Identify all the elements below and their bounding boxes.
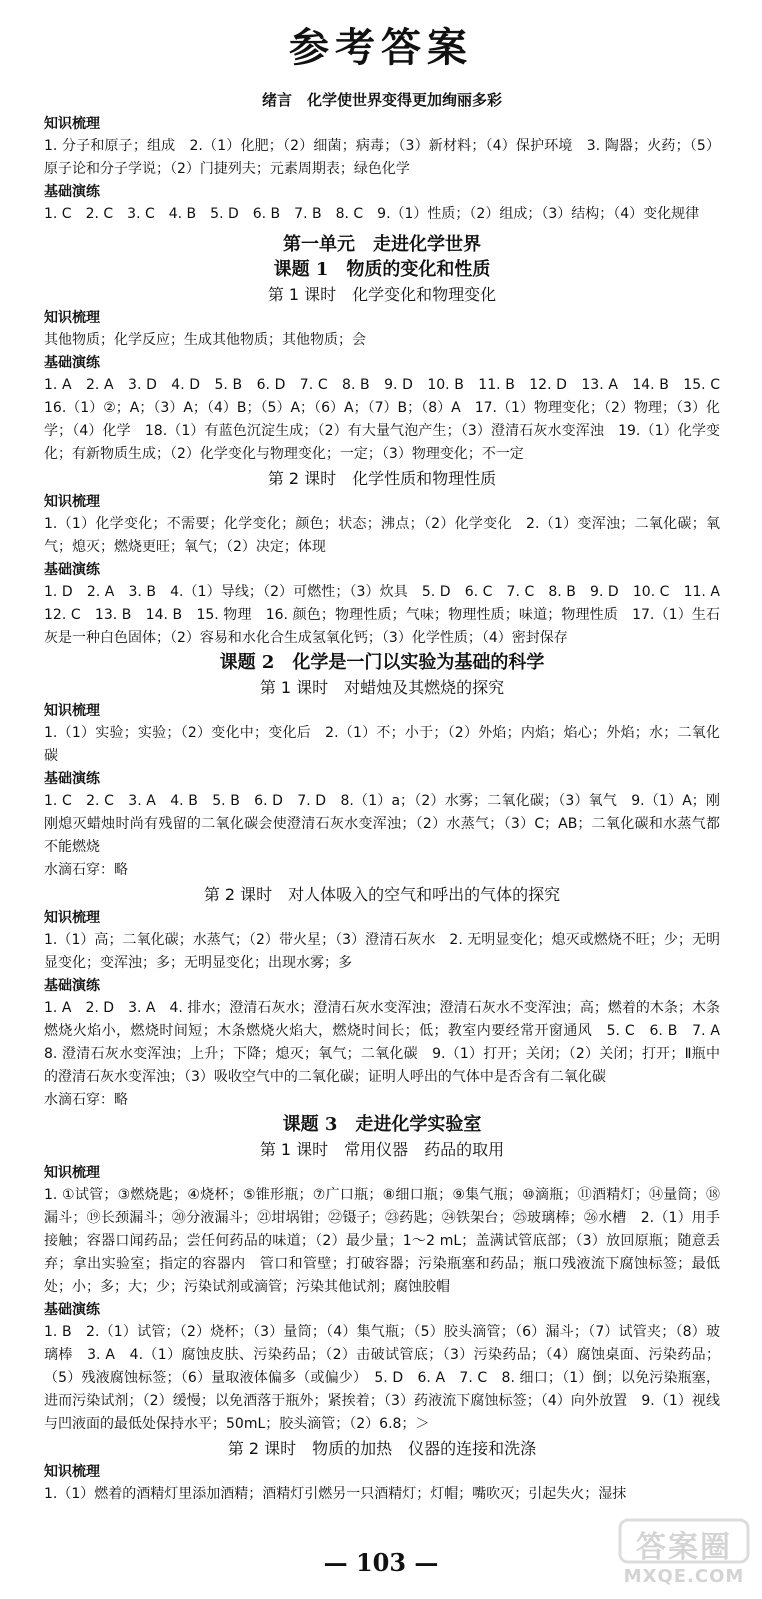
answer-paragraph: 1.（1）高；二氧化碳；水蒸气；（2）带火星；（3）澄清石灰水 2. 无明显变化；熄灭或燃烧不旺；少；无明显变化；变浑浊；多；无明显变化；出现水雾；多 <box>44 932 720 971</box>
answer-blocks <box>44 113 734 1506</box>
answer-paragraph: 1. B 2.（1）试管；（2）烧杯；（3）量筒；（4）集气瓶；（5）胶头滴管；（6）漏斗；（7）试管夹；（8）玻璃棒 3. A 4.（1）腐蚀皮肤、污染药品；（2）击破试管底；（3）污染药品；（4）腐蚀桌面、污染药品；（5）残液腐蚀标签；（6）量取液体偏多（或偏少） 5. D 6. A 7. C 8. 细口；（1）倒；以免污染瓶塞，进而污染试剂；（2）缓慢；以免酒落于瓶外；紧挨着；（3）药液流下腐蚀标签；（4）向外放置 9.（1）视线与凹液面的最低处保持水平；50mL；胶头滴管；（2）6.8；＞ <box>44 1324 720 1432</box>
section-label: 基础演练 <box>44 978 100 994</box>
topic-heading: 课题 3 走进化学实验室 <box>282 1114 482 1135</box>
watermark-text: 答案圈 <box>636 1530 732 1565</box>
page-title: 参考答案 <box>289 24 473 71</box>
topic-heading: 课题 1 物质的变化和性质 <box>273 259 491 280</box>
intro-heading: 绪言 化学使世界变得更加绚丽多彩 <box>261 91 502 109</box>
section-label: 基础演练 <box>44 184 100 200</box>
unit-heading: 第一单元 走进化学世界 <box>283 234 481 255</box>
section-label: 知识梳理 <box>44 494 100 510</box>
lesson-heading: 第 1 课时 化学变化和物理变化 <box>267 285 497 304</box>
answer-paragraph: 1. A 2. D 3. A 4. 排水；澄清石灰水；澄清石灰水变浑浊；澄清石灰水不变浑浊；高；燃着的木条；木条燃烧火焰小，燃烧时间短；木条燃烧火焰大，燃烧时间长；低；教室内要经常开窗通风 5. C 6. B 7. A 8. 澄清石灰水变浑浊；上升；下降；熄灭；氧气；二氧化碳 9.（1）打开；关闭；（2）关闭；打开；Ⅱ瓶中的澄清石灰水变浑浊；（3）吸收空气中的二氧化碳；证明人呼出的气体中是否含有二氧化碳 <box>44 1000 734 1085</box>
answer-paragraph: 水滴石穿：略 <box>44 862 128 878</box>
watermark-logo <box>618 1518 750 1592</box>
answer-paragraph: 1.（1）化学变化；不需要；化学变化；颜色；状态；沸点；（2）化学变化 2.（1）变浑浊；二氧化碳；氧气；熄灭；燃烧更旺；氧气；（2）决定；体现 <box>44 516 720 555</box>
section-label: 基础演练 <box>44 771 100 787</box>
section-label: 基础演练 <box>44 355 100 371</box>
section-label: 知识梳理 <box>44 116 100 132</box>
section-label: 知识梳理 <box>44 310 100 326</box>
section-label: 知识梳理 <box>44 1464 100 1480</box>
section-label: 基础演练 <box>44 1302 100 1318</box>
answer-paragraph: 1. 分子和原子；组成 2.（1）化肥；（2）细菌；病毒；（3）新材料；（4）保护环境 3. 陶器；火药；（5）原子论和分子学说；（2）门捷列夫；元素周期表；绿色化学 <box>44 138 720 177</box>
answer-paragraph: 1. C 2. C 3. C 4. B 5. D 6. B 7. B 8. C 9.（1）性质；（2）组成；（3）结构；（4）变化规律 <box>44 206 700 222</box>
topic-heading: 课题 2 化学是一门以实验为基础的科学 <box>219 652 545 673</box>
lesson-heading: 第 2 课时 对人体吸入的空气和呼出的气体的探究 <box>203 885 561 904</box>
answer-paragraph: 1.（1）实验；实验；（2）变化中；变化后 2.（1）不；小于；（2）外焰；内焰；焰心；外焰；水；二氧化碳 <box>44 725 720 764</box>
answer-paragraph: 1. C 2. C 3. A 4. B 5. B 6. D 7. D 8.（1）a；（2）水雾；二氧化碳；（3）氧气 9.（1）A；刚刚熄灭蜡烛时尚有残留的二氧化碳会使澄清石灰水变浑浊；（2）水蒸气；（3）C；AB；二氧化碳和水蒸气都不能燃烧 <box>44 793 720 855</box>
section-label: 基础演练 <box>44 562 100 578</box>
section-label: 知识梳理 <box>44 703 100 719</box>
answer-content <box>44 88 734 1506</box>
lesson-heading: 第 1 课时 常用仪器 药品的取用 <box>259 1140 505 1159</box>
page-number: — 103 — <box>323 1548 439 1577</box>
answer-paragraph: 其他物质；化学反应；生成其他物质；其他物质；会 <box>44 332 366 348</box>
answer-paragraph: 1. A 2. A 3. D 4. D 5. B 6. D 7. C 8. B 9. D 10. B 11. B 12. D 13. A 14. B 15. C 16.（1）②；A；（3）A；（4）B；（5）A；（6）A；（7）B；（8）A 17.（1）物理变化；（2）物理；（3）化学；（4）化学 18.（1）有蓝色沉淀生成；（2）有大量气泡产生；（3）澄清石灰水变浑浊 19.（1）化学变化；有新物质生成；（2）化学变化与物理变化；一定；（3）物理变化；不一定 <box>44 377 734 462</box>
lesson-heading: 第 2 课时 物质的加热 仪器的连接和洗涤 <box>227 1439 537 1458</box>
answer-paragraph: 1.（1）燃着的酒精灯里添加酒精；酒精灯引燃另一只酒精灯；灯帽；嘴吹灭；引起失火；湿抹 <box>44 1486 627 1502</box>
section-label: 知识梳理 <box>44 1165 100 1181</box>
answer-paragraph: 水滴石穿：略 <box>44 1092 128 1108</box>
answer-paragraph: 1. ①试管；③燃烧匙；④烧杯；⑤锥形瓶；⑦广口瓶；⑧细口瓶；⑨集气瓶；⑩滴瓶；⑪酒精灯；⑭量筒；⑱漏斗；⑲长颈漏斗；⑳分液漏斗；㉑坩埚钳；㉒镊子；㉓药匙；㉔铁架台；㉕玻璃棒；㉖水槽 2.（1）用手接触；容器口闻药品；尝任何药品的味道；（2）最少量；1～2 mL；盖满试管底部；（3）放回原瓶；随意丢弃；拿出实验室；指定的容器内 管口和管壁；打破容器；污染瓶塞和药品；瓶口残液流下腐蚀标签；最低处；小；多；大；少；污染试剂或滴管；污染其他试剂；腐蚀胶帽 <box>44 1187 720 1295</box>
lesson-heading: 第 1 课时 对蜡烛及其燃烧的探究 <box>259 678 505 697</box>
lesson-heading: 第 2 课时 化学性质和物理性质 <box>267 469 497 488</box>
watermark-url: MXQE.COM <box>623 1566 745 1587</box>
answer-paragraph: 1. D 2. A 3. B 4.（1）导线；（2）可燃性；（3）炊具 5. D 6. C 7. C 8. B 9. D 10. C 11. A 12. C 13. B 14. B 15. 物理 16. 颜色；物理性质；气味；物理性质；味道；物理性质 17.（1）生石灰是一种白色固体；（2）容易和水化合生成氢氧化钙；（3）化学性质；（4）密封保存 <box>44 584 734 646</box>
section-label: 知识梳理 <box>44 910 100 926</box>
